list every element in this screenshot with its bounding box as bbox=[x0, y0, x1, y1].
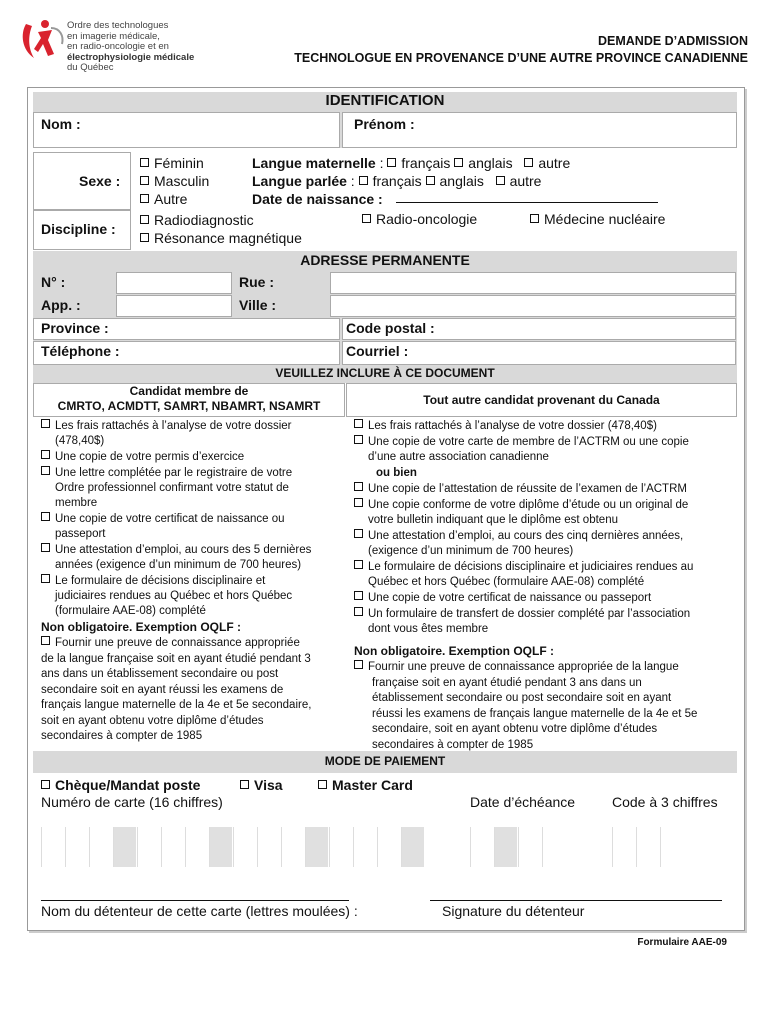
document-item-text: Les frais rattachés à l’analyse de votre dossier (478,40$) bbox=[368, 420, 657, 432]
optional-text-line bbox=[354, 691, 736, 707]
optional-text: réussi les examens de français langue maternelle de la 4e et 5e bbox=[372, 707, 698, 720]
form-code: Formulaire AAE-09 bbox=[637, 937, 727, 948]
document-item-line bbox=[41, 558, 341, 573]
checkbox-icon[interactable] bbox=[41, 543, 50, 552]
document-item[interactable] bbox=[41, 419, 341, 449]
section-title-adresse: ADRESSE PERMANENTE bbox=[300, 252, 470, 268]
checkbox-icon[interactable] bbox=[354, 529, 363, 538]
checkbox-icon[interactable] bbox=[41, 466, 50, 475]
document-item-text: Un formulaire de transfert de dossier complété par l’association bbox=[368, 608, 691, 620]
optional-text-line bbox=[41, 667, 341, 683]
digit-box[interactable] bbox=[257, 827, 280, 867]
org-line: en imagerie médicale, bbox=[67, 30, 160, 42]
discipline-option-radio-oncologie[interactable] bbox=[362, 211, 477, 227]
optional-text: secondaire soit en ayant réussi les examens de bbox=[41, 683, 284, 696]
sexe-option-masculin[interactable] bbox=[140, 172, 209, 190]
digit-box[interactable] bbox=[542, 827, 565, 867]
document-item-line bbox=[41, 543, 341, 558]
org-line: Ordre des technologues bbox=[67, 20, 169, 31]
document-item-line bbox=[41, 496, 341, 511]
telephone-label: Téléphone : bbox=[41, 343, 120, 359]
checkbox-icon[interactable] bbox=[41, 512, 50, 521]
checkbox-icon[interactable] bbox=[354, 660, 363, 669]
document-item-text: (exigence d’un minimum de 700 heures) bbox=[368, 545, 574, 557]
option-label: Visa bbox=[254, 777, 283, 793]
document-item[interactable] bbox=[41, 574, 341, 619]
digit-box[interactable] bbox=[137, 827, 160, 867]
document-item-line bbox=[354, 544, 736, 559]
document-item[interactable] bbox=[354, 435, 736, 465]
date-naissance-line[interactable] bbox=[396, 202, 658, 203]
optional-text-line bbox=[354, 707, 736, 723]
document-item-line bbox=[354, 435, 736, 450]
document-item-line bbox=[41, 604, 341, 619]
discipline-options bbox=[140, 211, 302, 247]
checkbox-icon[interactable] bbox=[362, 214, 371, 223]
document-item-text: Une copie de votre carte de membre de l’ACTRM ou une copie bbox=[368, 436, 689, 448]
optional-text: Fournir une preuve de connaissance appropriée de la langue bbox=[368, 661, 679, 673]
app-field[interactable] bbox=[116, 295, 232, 317]
digit-box[interactable] bbox=[377, 827, 400, 867]
document-item-text: Une attestation d’emploi, au cours des cinq dernières années, bbox=[368, 530, 684, 542]
payment-option-visa[interactable] bbox=[240, 777, 283, 793]
optional-text-line bbox=[354, 722, 736, 738]
document-item-text: Une attestation d’emploi, au cours des 5 dernières bbox=[55, 544, 312, 556]
ville-label: Ville : bbox=[239, 297, 277, 313]
digit-box[interactable] bbox=[113, 827, 136, 867]
document-item-line bbox=[354, 419, 736, 434]
optional-text-line bbox=[41, 683, 341, 699]
document-item[interactable] bbox=[41, 543, 341, 573]
optional-text-line bbox=[41, 698, 341, 714]
digit-box[interactable] bbox=[209, 827, 232, 867]
sexe-option-autre[interactable] bbox=[140, 190, 209, 208]
digit-box[interactable] bbox=[65, 827, 88, 867]
document-item-line bbox=[41, 434, 341, 449]
option-label: anglais bbox=[439, 173, 484, 189]
checkbox-icon[interactable] bbox=[140, 176, 149, 185]
left-column-header bbox=[33, 383, 345, 417]
left-optional-text[interactable] bbox=[41, 636, 341, 745]
document-item-text: (formulaire AAE-08) complété bbox=[55, 605, 206, 617]
document-item-line bbox=[41, 466, 341, 481]
app-label: App. : bbox=[41, 297, 81, 313]
checkbox-icon[interactable] bbox=[41, 636, 50, 645]
document-item-text: ou bien bbox=[376, 467, 417, 479]
document-item-line bbox=[354, 529, 736, 544]
document-item-text: Une copie conforme de votre diplôme d’étude ou un original de bbox=[368, 499, 689, 511]
checkbox-icon[interactable] bbox=[41, 419, 50, 428]
option-label: autre bbox=[509, 173, 542, 189]
org-line: en radio-oncologie et en bbox=[67, 41, 169, 52]
digit-box[interactable] bbox=[636, 827, 659, 867]
checkbox-icon[interactable] bbox=[524, 158, 533, 167]
ville-field[interactable] bbox=[330, 295, 736, 317]
section-title-documents: VEUILLEZ INCLURE À CE DOCUMENT bbox=[275, 366, 495, 380]
document-item-text: Une copie de votre certificat de naissance ou passeport bbox=[368, 592, 652, 604]
langue-maternelle-label: Langue maternelle bbox=[252, 155, 376, 171]
document-item[interactable] bbox=[41, 466, 341, 511]
langue-block bbox=[252, 154, 570, 208]
oqlf-logo-mark bbox=[18, 18, 68, 62]
option-label: Autre bbox=[154, 191, 188, 207]
checkbox-icon[interactable] bbox=[318, 780, 327, 789]
document-item-line bbox=[41, 419, 341, 434]
holder-name-line[interactable] bbox=[41, 900, 349, 901]
digit-box[interactable] bbox=[329, 827, 352, 867]
optional-text: secondaires à compter de 1985 bbox=[41, 730, 203, 742]
nom-label: Nom : bbox=[41, 116, 81, 132]
rue-label: Rue : bbox=[239, 274, 274, 290]
document-item[interactable] bbox=[41, 512, 341, 542]
document-item[interactable] bbox=[354, 529, 736, 559]
optional-text: Fournir une preuve de connaissance appropriée bbox=[55, 637, 300, 649]
province-label: Province : bbox=[41, 320, 109, 336]
digit-box[interactable] bbox=[401, 827, 424, 867]
document-item-text: Une lettre complétée par le registraire de votre bbox=[55, 467, 293, 479]
option-label: Masculin bbox=[154, 173, 210, 189]
section-title-paiement: MODE DE PAIEMENT bbox=[324, 754, 446, 768]
checkbox-icon[interactable] bbox=[354, 607, 363, 616]
checkbox-icon[interactable] bbox=[354, 419, 363, 428]
right-optional-title: Non obligatoire. Exemption OQLF : bbox=[354, 644, 554, 658]
checkbox-icon[interactable] bbox=[140, 233, 149, 242]
checkbox-icon[interactable] bbox=[140, 215, 149, 224]
checkbox-icon[interactable] bbox=[41, 780, 50, 789]
document-item-line bbox=[41, 481, 341, 496]
date-naissance-row bbox=[252, 190, 570, 208]
discipline-label: Discipline : bbox=[41, 221, 116, 237]
document-item-text: votre bulletin indiquant que le diplôme est obtenu bbox=[368, 514, 618, 526]
document-item-text: (478,40$) bbox=[55, 435, 105, 447]
digit-box[interactable] bbox=[233, 827, 256, 867]
option-label: Radio-oncologie bbox=[376, 211, 478, 227]
document-item[interactable] bbox=[354, 560, 736, 590]
checkbox-icon[interactable] bbox=[354, 435, 363, 444]
langue-parlee-row: Langue parlée : français anglais autre bbox=[252, 173, 542, 189]
discipline-option-radiodiagnostic[interactable] bbox=[140, 211, 302, 229]
option-label: Féminin bbox=[154, 155, 204, 171]
sexe-option-feminin[interactable] bbox=[140, 154, 209, 172]
left-documents-list bbox=[41, 419, 341, 620]
digit-box[interactable] bbox=[305, 827, 328, 867]
right-column-header: Tout autre candidat provenant du Canada bbox=[346, 383, 737, 417]
option-label: autre bbox=[538, 155, 571, 171]
left-header-line-1: Candidat membre de bbox=[129, 384, 249, 398]
optional-text-line bbox=[354, 660, 736, 676]
title-line-2: TECHNOLOGUE EN PROVENANCE D’UNE AUTRE PROVINCE CANADIENNE bbox=[294, 51, 748, 65]
document-item-text: passeport bbox=[55, 528, 106, 540]
checkbox-icon[interactable] bbox=[354, 482, 363, 491]
document-item-line bbox=[41, 574, 341, 589]
document-item-text: Québec et hors Québec (formulaire AAE-08) complété bbox=[368, 576, 645, 588]
document-item-text: Les frais rattachés à l’analyse de votre dossier bbox=[55, 420, 292, 432]
option-label: Radiodiagnostic bbox=[154, 212, 254, 228]
digit-box[interactable] bbox=[161, 827, 184, 867]
date-naissance-label: Date de naissance : bbox=[252, 191, 383, 207]
optional-text: secondaires à compter de 1985 bbox=[372, 738, 534, 751]
digit-box[interactable] bbox=[612, 827, 635, 867]
section-title-identification: IDENTIFICATION bbox=[325, 92, 445, 109]
document-item[interactable] bbox=[354, 498, 736, 528]
option-label: Résonance magnétique bbox=[154, 230, 302, 246]
option-label: français bbox=[372, 173, 422, 189]
courriel-label: Courriel : bbox=[346, 343, 409, 359]
document-item-line bbox=[354, 466, 736, 481]
option-label: français bbox=[401, 155, 451, 171]
document-item-line bbox=[354, 622, 736, 637]
document-item-text: Une copie de l’attestation de réussite de l’examen de l’ACTRM bbox=[368, 483, 687, 495]
checkbox-icon[interactable] bbox=[496, 176, 505, 185]
option-label: anglais bbox=[468, 155, 513, 171]
org-line: du Québec bbox=[67, 62, 114, 73]
document-item-line bbox=[354, 513, 736, 528]
right-optional-block bbox=[354, 643, 736, 753]
optional-text-line bbox=[41, 636, 341, 652]
code-postal-label: Code postal : bbox=[346, 320, 435, 336]
document-item-text: Une copie de votre certificat de naissance ou bbox=[55, 513, 285, 525]
checkbox-icon[interactable] bbox=[426, 176, 435, 185]
document-item-text: Le formulaire de décisions disciplinaire et judiciaires rendues au bbox=[368, 561, 694, 573]
optional-text-line bbox=[41, 714, 341, 730]
prenom-label: Prénom : bbox=[354, 116, 415, 132]
document-item[interactable] bbox=[354, 419, 736, 434]
org-line: électrophysiologie médicale bbox=[67, 51, 195, 63]
digit-box[interactable] bbox=[660, 827, 683, 867]
document-item[interactable] bbox=[354, 482, 736, 497]
document-item-line bbox=[354, 482, 736, 497]
payment-option-cheque[interactable] bbox=[41, 777, 200, 793]
checkbox-icon[interactable] bbox=[41, 450, 50, 459]
document-item-line bbox=[354, 560, 736, 575]
document-item-text: Le formulaire de décisions disciplinaire et bbox=[55, 575, 266, 587]
document-item-line bbox=[354, 607, 736, 622]
document-item-text: judiciaires rendues au Québec et hors Québec bbox=[55, 590, 293, 602]
langue-parlee-label: Langue parlée bbox=[252, 173, 347, 189]
document-item-line bbox=[354, 591, 736, 606]
document-item-line bbox=[41, 527, 341, 542]
digit-box[interactable] bbox=[185, 827, 208, 867]
document-title bbox=[294, 33, 748, 67]
discipline-option-medecine-nucleaire[interactable] bbox=[530, 211, 665, 227]
digit-box[interactable] bbox=[353, 827, 376, 867]
signature-line[interactable] bbox=[430, 900, 722, 901]
digit-box[interactable] bbox=[518, 827, 541, 867]
discipline-option-resonance[interactable] bbox=[140, 229, 302, 247]
optional-text: français langue maternelle de la 4e et 5e secondaire, bbox=[41, 699, 312, 711]
cvv-label: Code à 3 chiffres bbox=[612, 794, 718, 810]
document-item-text: membre bbox=[55, 497, 98, 509]
payment-option-mastercard[interactable] bbox=[318, 777, 413, 793]
optional-text: établissement secondaire ou post secondaire soit en ayant bbox=[372, 692, 672, 704]
checkbox-icon[interactable] bbox=[140, 158, 149, 167]
digit-box[interactable] bbox=[89, 827, 112, 867]
checkbox-icon[interactable] bbox=[454, 158, 463, 167]
right-optional-text[interactable] bbox=[354, 660, 736, 753]
document-item-line bbox=[354, 450, 736, 465]
signature-label: Signature du détenteur bbox=[442, 903, 585, 919]
document-item-text: Une copie de votre permis d’exercice bbox=[55, 451, 245, 463]
digit-box[interactable] bbox=[41, 827, 64, 867]
checkbox-icon[interactable] bbox=[530, 214, 539, 223]
optional-text-line bbox=[354, 676, 736, 692]
rue-field[interactable] bbox=[330, 272, 736, 294]
langue-maternelle-row: Langue maternelle : français anglais autre bbox=[252, 155, 571, 171]
document-item-line bbox=[41, 450, 341, 465]
optional-text-line bbox=[41, 652, 341, 668]
no-field[interactable] bbox=[116, 272, 232, 294]
optional-text-line bbox=[41, 729, 341, 745]
document-item[interactable] bbox=[354, 607, 736, 637]
checkbox-icon[interactable] bbox=[354, 498, 363, 507]
document-item[interactable] bbox=[354, 466, 736, 481]
left-header-line-2: CMRTO, ACMDTT, SAMRT, NBAMRT, NSAMRT bbox=[57, 399, 321, 413]
document-item[interactable] bbox=[354, 591, 736, 606]
document-item-text: années (exigence d’un minimum de 700 heures) bbox=[55, 559, 302, 571]
left-optional-block bbox=[41, 619, 341, 745]
sexe-options bbox=[140, 154, 209, 208]
optional-text: ans dans un établissement secondaire ou post bbox=[41, 668, 279, 680]
expiry-label: Date d’échéance bbox=[470, 794, 576, 810]
checkbox-icon[interactable] bbox=[41, 574, 50, 583]
no-label: N° : bbox=[41, 274, 66, 290]
option-label: Chèque/Mandat poste bbox=[55, 777, 201, 793]
checkbox-icon[interactable] bbox=[240, 780, 249, 789]
document-item[interactable] bbox=[41, 450, 341, 465]
option-label: Master Card bbox=[332, 777, 413, 793]
organization-name bbox=[67, 21, 194, 74]
sexe-label: Sexe : bbox=[79, 173, 121, 189]
digit-box[interactable] bbox=[470, 827, 493, 867]
document-item-line bbox=[354, 575, 736, 590]
optional-text: française soit en ayant étudié pendant 3 ans dans un bbox=[372, 676, 642, 689]
document-item-text: dont vous êtes membre bbox=[368, 623, 489, 635]
option-label: Médecine nucléaire bbox=[544, 211, 666, 227]
left-optional-title: Non obligatoire. Exemption OQLF : bbox=[41, 620, 241, 634]
optional-text: soit en ayant obtenu votre diplôme d’études bbox=[41, 714, 264, 727]
digit-box[interactable] bbox=[281, 827, 304, 867]
document-item-text: d’une autre association canadienne bbox=[368, 451, 549, 463]
right-documents-list bbox=[354, 419, 736, 638]
checkbox-icon[interactable] bbox=[140, 194, 149, 203]
checkbox-icon[interactable] bbox=[354, 591, 363, 600]
checkbox-icon[interactable] bbox=[359, 176, 368, 185]
document-item-line bbox=[41, 512, 341, 527]
document-item-line bbox=[41, 589, 341, 604]
document-item-text: Ordre professionnel confirmant votre statut de bbox=[55, 482, 289, 494]
checkbox-icon[interactable] bbox=[354, 560, 363, 569]
optional-text: de la langue française soit en ayant étudié pendant 3 bbox=[41, 652, 311, 665]
card-number-label: Numéro de carte (16 chiffres) bbox=[41, 794, 223, 810]
holder-name-label: Nom du détenteur de cette carte (lettres moulées) : bbox=[41, 903, 358, 919]
checkbox-icon[interactable] bbox=[387, 158, 396, 167]
title-line-1: DEMANDE D’ADMISSION bbox=[597, 34, 748, 48]
document-item-line bbox=[354, 498, 736, 513]
optional-text: secondaire, soit en ayant obtenu votre diplôme d’études bbox=[372, 723, 658, 735]
digit-box[interactable] bbox=[494, 827, 517, 867]
